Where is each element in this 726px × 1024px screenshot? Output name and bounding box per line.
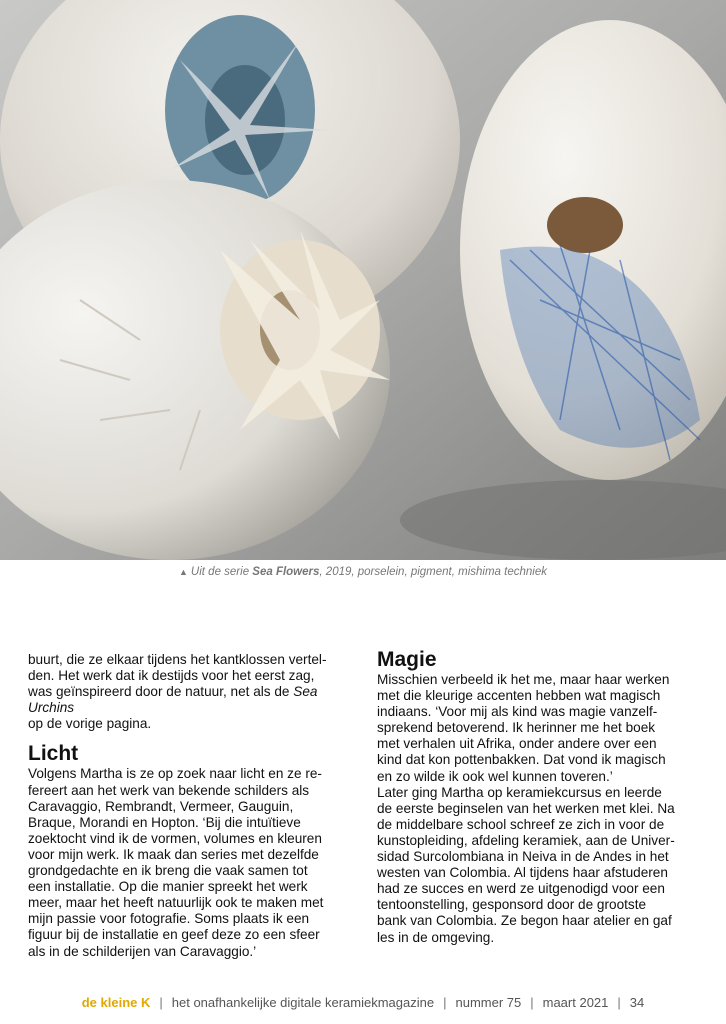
footer-separator: | bbox=[617, 995, 621, 1010]
footer-separator: | bbox=[530, 995, 534, 1010]
heading-magie: Magie bbox=[377, 648, 437, 671]
intro-end: op de vorige pagina. bbox=[28, 716, 152, 732]
heading-licht: Licht bbox=[28, 742, 79, 766]
intro-line-2: den. Het werk dat ik destijds voor het eerst zag, bbox=[28, 668, 315, 684]
footer-separator: | bbox=[443, 995, 447, 1010]
triangle-up-icon: ▲ bbox=[179, 567, 188, 577]
caption-suffix: , 2019, porselein, pigment, mishima techniek bbox=[319, 566, 547, 578]
magie-paragraph: Misschien verbeeld ik het me, maar haar werken met die kleurige accenten hebben wat magisch indiaans. ‘Voor mij als kind was magie vanzelf- sprekend betoverend. Ik herinner me het boek met verhalen uit Afrika, onder andere over een kind dat kon pottenbakken. Dat vond ik magisch en zo wilde ik ook wel kunnen toveren.’ Later ging Martha op keramiekcursus en leerde de eerste beginselen van het werken met klei. Na de middelbare school schreef ze zich in voor de kunstopleiding, afdeling keramiek, aan de Univer- sidad Surcolombiana in Neiva in de Andes in het westen van Colombia. Al tijdens haar afstuderen had ze succes en werd ze uitgenodigd voor een tentoonstelling, gesponsord door de grootste bank van Colombia. Ze begon haar atelier en gaf les in de omgeving. bbox=[377, 672, 675, 945]
page-footer bbox=[0, 995, 726, 1010]
licht-paragraph: Volgens Martha is ze op zoek naar licht en ze re- fereert aan het werk van bekende schilders als Caravaggio, Rembrandt, Vermeer, Gauguin, Braque, Morandi en Hopton. ‘Bij die intuïtieve zoektocht vind ik de vormen, volumes en kleuren voor mijn werk. Ik maak dan series met dezelfde grondgedachte en ik breng die vaak samen tot een installatie. Op die manier spreekt het werk meer, maar het heeft natuurlijk ook te maken met mijn passie voor fotografie. Soms plaats ik een figuur bij de installatie en geef deze zo een sfeer als in de schilderijen van Caravaggio.’ bbox=[28, 766, 324, 959]
brand-name: de kleine K bbox=[81, 995, 151, 1010]
footer-tagline: het onafhankelijke digitale keramiekmagazine bbox=[171, 995, 435, 1010]
photo-caption bbox=[0, 566, 726, 578]
right-column bbox=[377, 648, 703, 946]
caption-series: Sea Flowers bbox=[252, 566, 320, 578]
page-number: 34 bbox=[629, 995, 645, 1010]
intro-paragraph bbox=[28, 652, 358, 732]
footer-date: maart 2021 bbox=[542, 995, 609, 1010]
intro-italic: Sea Urchins bbox=[28, 684, 318, 716]
intro-line-1: buurt, die ze elkaar tijdens het kantklossen vertel- bbox=[28, 652, 327, 667]
caption-prefix: Uit de serie bbox=[190, 566, 253, 578]
intro-line-3: was geïnspireerd door de natuur, net als de bbox=[28, 684, 294, 700]
left-column bbox=[28, 652, 358, 960]
footer-separator: | bbox=[159, 995, 163, 1010]
footer-issue: nummer 75 bbox=[455, 995, 522, 1010]
